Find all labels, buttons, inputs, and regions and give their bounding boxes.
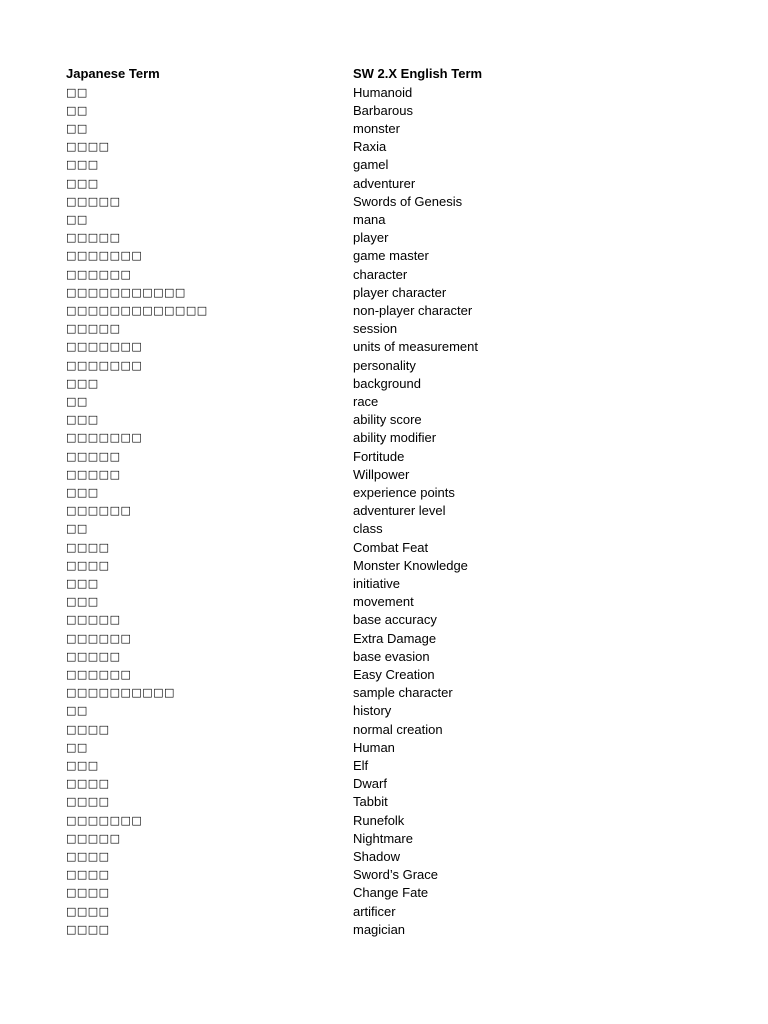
english-term: class <box>353 521 383 537</box>
table-row <box>0 921 768 939</box>
table-row <box>0 539 768 557</box>
english-term: gamel <box>353 157 389 173</box>
japanese-term: □□□□□□□ <box>66 249 143 263</box>
japanese-term: □□ <box>66 704 88 718</box>
japanese-term: □□□□□□ <box>66 667 132 681</box>
japanese-term: □□ <box>66 103 88 117</box>
table-row <box>0 375 768 393</box>
english-term: Monster Knowledge <box>353 557 468 573</box>
japanese-term: □□□ <box>66 376 99 390</box>
table-row <box>0 557 768 575</box>
table-row <box>0 721 768 739</box>
table-row <box>0 84 768 102</box>
table-row <box>0 156 768 174</box>
english-term: Swords of Genesis <box>353 193 463 209</box>
japanese-term: □□ <box>66 740 88 754</box>
english-term: Dwarf <box>353 776 387 792</box>
english-term: player <box>353 230 389 246</box>
english-term: Raxia <box>353 139 387 155</box>
english-term: adventurer <box>353 175 416 191</box>
japanese-term: □□□□□□□ <box>66 813 143 827</box>
table-row <box>0 739 768 757</box>
japanese-term: □□□□□□ <box>66 631 132 645</box>
english-term: Shadow <box>353 848 400 864</box>
table-row <box>0 120 768 138</box>
english-term: character <box>353 266 408 282</box>
japanese-term: □□□□ <box>66 795 110 809</box>
japanese-term: □□□ <box>66 595 99 609</box>
english-term: background <box>353 375 421 391</box>
english-term: game master <box>353 248 429 264</box>
english-term: movement <box>353 594 414 610</box>
table-row <box>0 411 768 429</box>
english-term: units of measurement <box>353 339 479 355</box>
japanese-term: □□□□□ <box>66 613 121 627</box>
table-row <box>0 502 768 520</box>
table-row <box>0 466 768 484</box>
english-term: history <box>353 703 392 719</box>
japanese-term: □□□□ <box>66 849 110 863</box>
english-term: base accuracy <box>353 612 437 628</box>
table-row <box>0 611 768 629</box>
japanese-term: □□□□ <box>66 868 110 882</box>
table-row <box>0 102 768 120</box>
english-term: ability score <box>353 412 422 428</box>
english-term: Easy Creation <box>353 666 435 682</box>
japanese-term: □□□□□ <box>66 449 121 463</box>
english-term: Fortitude <box>353 448 405 464</box>
english-term: initiative <box>353 575 400 591</box>
japanese-term: □□□□□□ <box>66 504 132 518</box>
table-row <box>0 666 768 684</box>
english-term-header: SW 2.X English Term <box>353 66 483 81</box>
english-term: Combat Feat <box>353 539 429 555</box>
table-row <box>0 211 768 229</box>
table-row <box>0 903 768 921</box>
table-row <box>0 648 768 666</box>
japanese-term: □□□□ <box>66 777 110 791</box>
japanese-term-header: Japanese Term <box>66 66 160 81</box>
english-term: Human <box>353 739 395 755</box>
japanese-term: □□□□ <box>66 886 110 900</box>
table-row <box>0 866 768 884</box>
table-row <box>0 684 768 702</box>
english-term: ability modifier <box>353 430 437 446</box>
english-term: normal creation <box>353 721 443 737</box>
table-row <box>0 793 768 811</box>
english-term: sample character <box>353 685 453 701</box>
japanese-term: □□□□ <box>66 722 110 736</box>
table-row <box>0 775 768 793</box>
japanese-term: □□ <box>66 394 88 408</box>
english-term: Sword’s Grace <box>353 867 439 883</box>
english-term: Change Fate <box>353 885 429 901</box>
japanese-term: □□□□□ <box>66 831 121 845</box>
english-term: Tabbit <box>353 794 388 810</box>
table-row <box>0 320 768 338</box>
japanese-term: □□□□ <box>66 922 110 936</box>
english-term: Extra Damage <box>353 630 437 646</box>
table-row <box>0 830 768 848</box>
japanese-term: □□□□□□□□□□□□□ <box>66 303 208 317</box>
english-term: monster <box>353 120 400 136</box>
english-term: magician <box>353 921 406 937</box>
japanese-term: □□□ <box>66 176 99 190</box>
table-row <box>0 247 768 265</box>
japanese-term: □□□□ <box>66 558 110 572</box>
japanese-term: □□ <box>66 212 88 226</box>
english-term: experience points <box>353 484 455 500</box>
english-term: base evasion <box>353 648 430 664</box>
japanese-term: □□□□□□□ <box>66 340 143 354</box>
table-row <box>0 812 768 830</box>
table-row <box>0 266 768 284</box>
japanese-term: □□□ <box>66 158 99 172</box>
table-row <box>0 884 768 902</box>
table-row <box>0 593 768 611</box>
table-row <box>0 484 768 502</box>
english-term: player character <box>353 284 447 300</box>
table-row <box>0 757 768 775</box>
english-term: Barbarous <box>353 102 413 118</box>
japanese-term: □□□ <box>66 485 99 499</box>
japanese-term: □□ <box>66 522 88 536</box>
table-row <box>0 393 768 411</box>
table-row <box>0 175 768 193</box>
japanese-term: □□□□□□□ <box>66 358 143 372</box>
english-term: Nightmare <box>353 830 413 846</box>
header-row <box>0 65 768 83</box>
table-row <box>0 138 768 156</box>
table-row <box>0 702 768 720</box>
english-term: session <box>353 321 398 337</box>
table-row <box>0 429 768 447</box>
japanese-term: □□□□ <box>66 140 110 154</box>
japanese-term: □□□□□□□ <box>66 431 143 445</box>
japanese-term: □□□□□□□□□□□ <box>66 285 186 299</box>
japanese-term: □□□□□ <box>66 194 121 208</box>
table-row <box>0 575 768 593</box>
japanese-term: □□□□□□□□□□ <box>66 686 175 700</box>
table-row <box>0 302 768 320</box>
japanese-term: □□□□ <box>66 904 110 918</box>
japanese-term: □□□□ <box>66 540 110 554</box>
japanese-term: □□□□□ <box>66 649 121 663</box>
table-row <box>0 229 768 247</box>
table-row <box>0 848 768 866</box>
english-term: mana <box>353 211 386 227</box>
english-term: race <box>353 393 379 409</box>
english-term: Runefolk <box>353 812 405 828</box>
table-row <box>0 448 768 466</box>
english-term: personality <box>353 357 416 373</box>
english-term: Humanoid <box>353 84 413 100</box>
english-term: non-player character <box>353 302 473 318</box>
table-row <box>0 284 768 302</box>
japanese-term: □□□□□□ <box>66 267 132 281</box>
english-term: adventurer level <box>353 503 446 519</box>
table-row <box>0 357 768 375</box>
japanese-term: □□□ <box>66 413 99 427</box>
english-term: artificer <box>353 903 396 919</box>
japanese-term: □□ <box>66 121 88 135</box>
table-row <box>0 520 768 538</box>
table-row <box>0 630 768 648</box>
table-row <box>0 338 768 356</box>
japanese-term: □□ <box>66 85 88 99</box>
english-term: Willpower <box>353 466 410 482</box>
japanese-term: □□□ <box>66 758 99 772</box>
japanese-term: □□□□□ <box>66 231 121 245</box>
english-term: Elf <box>353 757 369 773</box>
table-row <box>0 193 768 211</box>
japanese-term: □□□□□ <box>66 322 121 336</box>
japanese-term: □□□ <box>66 576 99 590</box>
japanese-term: □□□□□ <box>66 467 121 481</box>
